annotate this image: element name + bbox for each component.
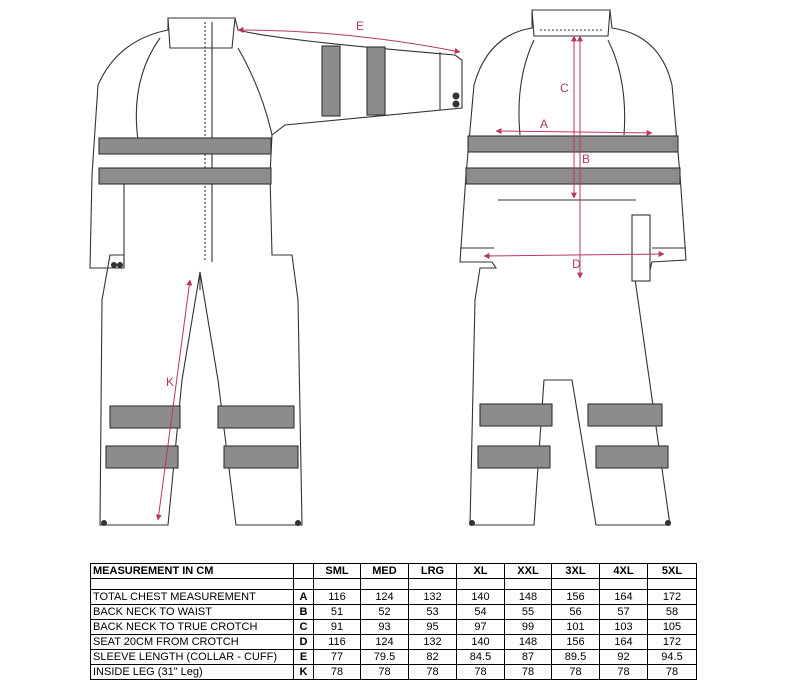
measurement-value: 89.5 (552, 650, 600, 665)
size-header: LRG (409, 564, 457, 579)
measurement-value: 116 (314, 590, 361, 605)
front-ankle-snap-right (296, 521, 301, 526)
measurement-value: 78 (552, 665, 600, 680)
measurement-value: 77 (314, 650, 361, 665)
measurement-value: 94.5 (648, 650, 697, 665)
measurement-value: 82 (409, 650, 457, 665)
front-chest-tape-2 (99, 168, 271, 184)
table-row (91, 590, 697, 605)
measurement-value: 140 (457, 590, 505, 605)
front-sleeve-tape-2 (367, 47, 385, 115)
measurement-value: 78 (600, 665, 648, 680)
measurement-code: C (294, 620, 314, 635)
measure-label-c: C (560, 81, 569, 95)
measurement-value: 52 (361, 605, 409, 620)
measurement-value: 124 (361, 635, 409, 650)
measurement-value: 57 (600, 605, 648, 620)
table-title: MEASUREMENT IN CM (91, 564, 294, 579)
spacer-cell (314, 579, 361, 590)
back-collar (532, 10, 610, 36)
measurement-value: 78 (361, 665, 409, 680)
spacer-cell (505, 579, 552, 590)
back-leg-tape-right-1 (588, 404, 662, 426)
front-cuff-snap-1 (453, 93, 459, 99)
back-side-pocket (632, 215, 650, 281)
table-row (91, 650, 697, 665)
measurement-value: 58 (648, 605, 697, 620)
measurement-value: 78 (314, 665, 361, 680)
spacer-row (91, 579, 697, 590)
measurement-value: 97 (457, 620, 505, 635)
measurement-value: 103 (600, 620, 648, 635)
measurement-value: 148 (505, 590, 552, 605)
measurement-code: D (294, 635, 314, 650)
spacer-cell (648, 579, 697, 590)
measurement-label: TOTAL CHEST MEASUREMENT (91, 590, 294, 605)
measurement-value: 92 (600, 650, 648, 665)
measure-label-a: A (540, 117, 549, 131)
measurement-value: 78 (505, 665, 552, 680)
back-ankle-snap-right (666, 521, 671, 526)
measurement-value: 164 (600, 635, 648, 650)
measurement-label: BACK NECK TO WAIST (91, 605, 294, 620)
spacer-cell (91, 579, 294, 590)
table-row (91, 665, 697, 680)
measurement-value: 132 (409, 590, 457, 605)
measurement-value: 78 (457, 665, 505, 680)
size-header: 4XL (600, 564, 648, 579)
size-header: MED (361, 564, 409, 579)
code-header (294, 564, 314, 579)
front-left-cuff-snap-2 (118, 263, 123, 268)
size-header: SML (314, 564, 361, 579)
measurement-value: 148 (505, 635, 552, 650)
measurement-label: SEAT 20CM FROM CROTCH (91, 635, 294, 650)
measurement-value: 54 (457, 605, 505, 620)
measurement-value: 55 (505, 605, 552, 620)
measurement-value: 140 (457, 635, 505, 650)
measurement-value: 105 (648, 620, 697, 635)
measure-label-d: D (572, 257, 581, 271)
size-header: XL (457, 564, 505, 579)
spacer-cell (361, 579, 409, 590)
front-collar (168, 18, 235, 48)
measurement-value: 164 (600, 590, 648, 605)
measurement-code: E (294, 650, 314, 665)
measurement-value: 116 (314, 635, 361, 650)
measurement-value: 51 (314, 605, 361, 620)
measurement-value: 78 (648, 665, 697, 680)
back-leg-tape-left-2 (478, 446, 550, 468)
measurement-label: SLEEVE LENGTH (COLLAR - CUFF) (91, 650, 294, 665)
measurement-label: INSIDE LEG (31" Leg) (91, 665, 294, 680)
measurement-value: 172 (648, 635, 697, 650)
front-leg-tape-right-1 (218, 406, 294, 428)
measurement-value: 84.5 (457, 650, 505, 665)
table-row (91, 605, 697, 620)
table-row (91, 620, 697, 635)
back-chest-tape-2 (466, 168, 680, 184)
measurement-value: 99 (505, 620, 552, 635)
spacer-cell (600, 579, 648, 590)
back-ankle-snap-left (470, 521, 475, 526)
front-leg-tape-left-1 (110, 406, 180, 428)
measurement-rows (91, 590, 697, 680)
measurement-value: 95 (409, 620, 457, 635)
measure-label-b: B (582, 152, 591, 166)
measurement-value: 93 (361, 620, 409, 635)
spacer-cell (409, 579, 457, 590)
measurement-value: 132 (409, 635, 457, 650)
measurement-value: 156 (552, 635, 600, 650)
size-header: 5XL (648, 564, 697, 579)
front-leg-tape-right-2 (224, 446, 298, 468)
front-left-cuff-snap-1 (112, 263, 117, 268)
measurement-value: 101 (552, 620, 600, 635)
front-sleeve-tape-1 (322, 46, 340, 116)
front-ankle-snap-left (102, 521, 107, 526)
back-leg-tape-right-2 (596, 446, 668, 468)
measure-label-e: E (356, 19, 365, 33)
front-view (90, 18, 462, 526)
size-chart-table (90, 563, 697, 680)
measure-label-k: K (166, 375, 175, 389)
size-header: XXL (505, 564, 552, 579)
measurement-value: 87 (505, 650, 552, 665)
size-header-row (91, 564, 697, 579)
back-chest-tape-1 (468, 136, 678, 152)
spacer-cell (457, 579, 505, 590)
measurement-code: K (294, 665, 314, 680)
measurement-value: 124 (361, 590, 409, 605)
size-header: 3XL (552, 564, 600, 579)
measurement-value: 79.5 (361, 650, 409, 665)
measurement-value: 56 (552, 605, 600, 620)
measurement-label: BACK NECK TO TRUE CROTCH (91, 620, 294, 635)
measurement-value: 91 (314, 620, 361, 635)
front-chest-tape-1 (99, 138, 271, 154)
measurement-value: 78 (409, 665, 457, 680)
front-cuff-snap-2 (453, 101, 459, 107)
spacer-cell (552, 579, 600, 590)
measurement-value: 172 (648, 590, 697, 605)
measurement-code: B (294, 605, 314, 620)
measurement-value: 156 (552, 590, 600, 605)
spacer-cell (294, 579, 314, 590)
measurement-value: 53 (409, 605, 457, 620)
back-leg-tape-left-1 (480, 404, 552, 426)
table-row (91, 635, 697, 650)
measurement-code: A (294, 590, 314, 605)
